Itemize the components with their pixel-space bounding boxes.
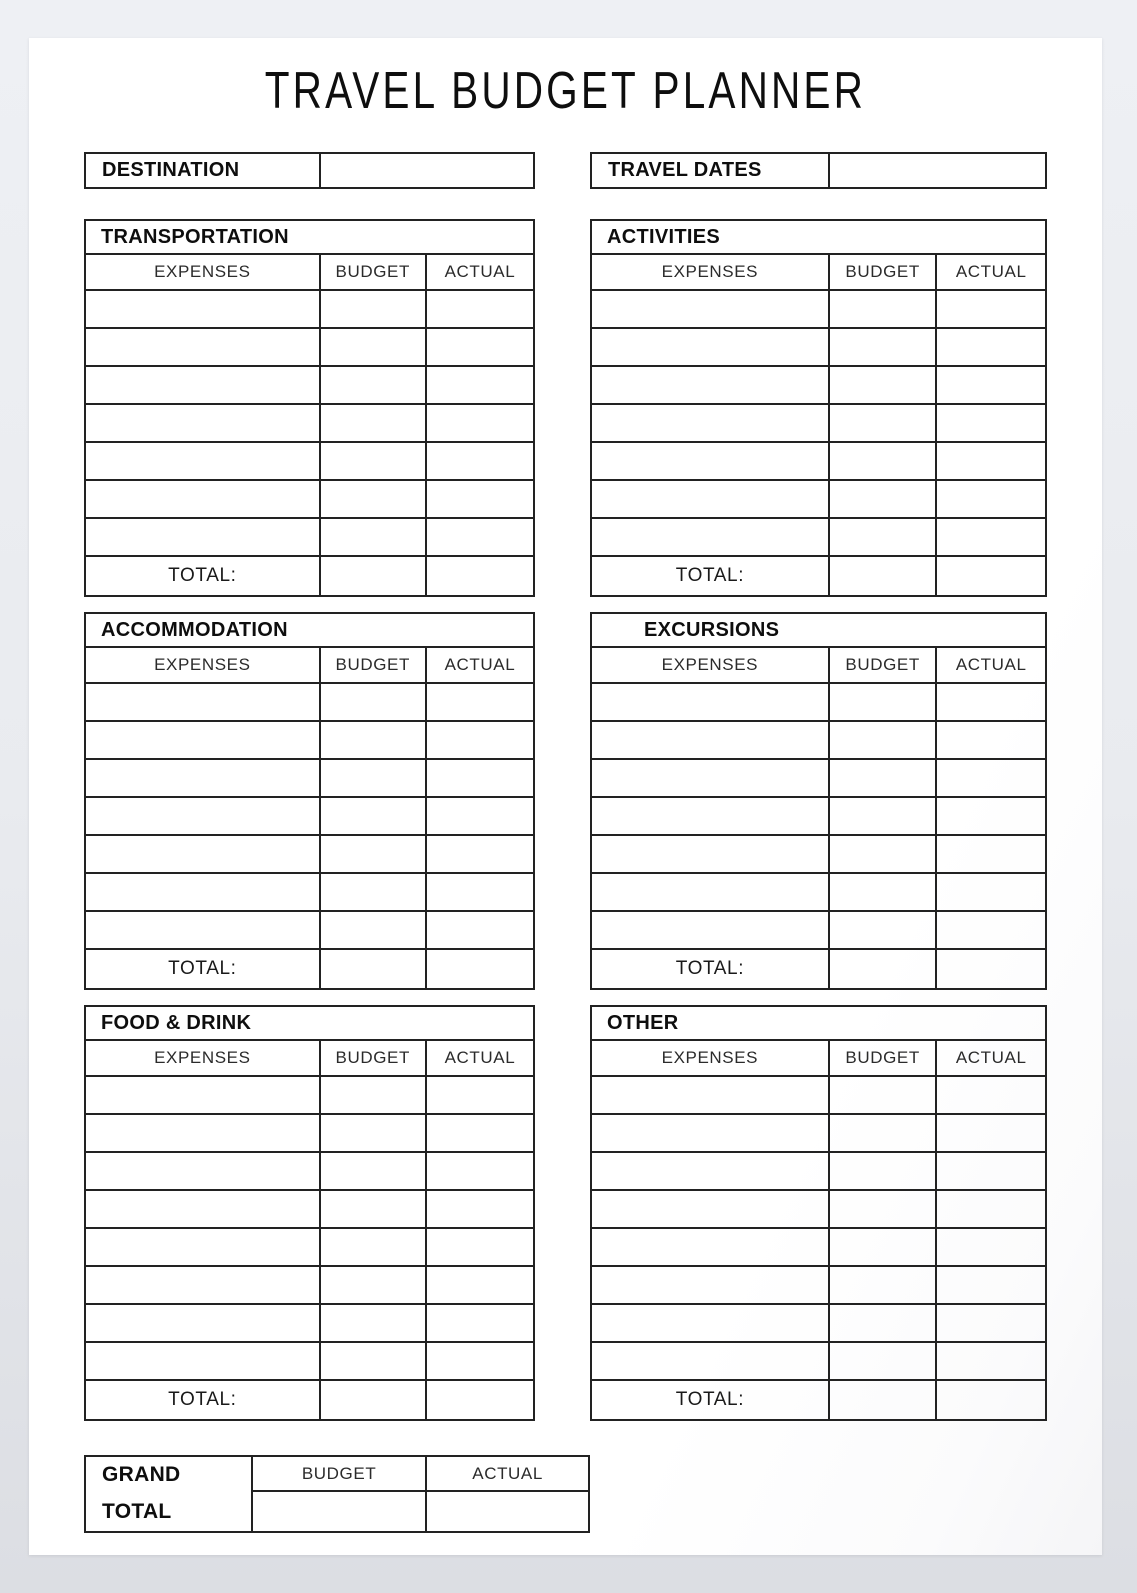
expense-row (86, 329, 533, 367)
expense-row (592, 405, 1045, 443)
column-header-actual: ACTUAL (444, 1048, 516, 1067)
budget-value-cell[interactable] (321, 405, 427, 441)
expense-name-cell[interactable] (86, 519, 321, 555)
actual-value-cell[interactable] (427, 519, 533, 555)
travel-dates-value-cell[interactable] (830, 154, 1045, 187)
expense-name-cell[interactable] (86, 798, 321, 834)
expense-name-cell[interactable] (592, 519, 830, 555)
total-budget-cell[interactable] (321, 557, 427, 595)
expense-row (86, 443, 533, 481)
expense-name-cell[interactable] (592, 1115, 830, 1151)
expense-row (592, 1229, 1045, 1267)
expense-row (592, 367, 1045, 405)
expense-row (592, 798, 1045, 836)
expense-name-cell[interactable] (86, 1267, 321, 1303)
actual-value-cell[interactable] (937, 1191, 1045, 1227)
actual-value-cell[interactable] (427, 1115, 533, 1151)
total-budget-cell[interactable] (830, 557, 938, 595)
expense-name-cell[interactable] (86, 1191, 321, 1227)
expense-name-cell[interactable] (86, 836, 321, 872)
actual-value-cell[interactable] (937, 367, 1045, 403)
budget-value-cell[interactable] (321, 684, 427, 720)
total-label: TOTAL: (592, 557, 830, 595)
total-row (592, 1381, 1045, 1419)
total-row (592, 557, 1045, 595)
actual-value-cell[interactable] (937, 722, 1045, 758)
expense-name-cell[interactable] (592, 798, 830, 834)
destination-value-cell[interactable] (321, 154, 533, 187)
expense-row (592, 684, 1045, 722)
column-header-budget: BUDGET (830, 648, 938, 682)
column-header-actual: ACTUAL (955, 655, 1027, 674)
expense-row (86, 760, 533, 798)
expense-name-cell[interactable] (86, 291, 321, 327)
actual-value-cell[interactable] (937, 836, 1045, 872)
actual-value-cell[interactable] (427, 443, 533, 479)
grand-total-values (253, 1457, 588, 1531)
actual-value-cell[interactable] (937, 1267, 1045, 1303)
column-header-row (86, 255, 533, 291)
expense-row (86, 367, 533, 405)
expense-name-cell[interactable] (592, 1153, 830, 1189)
section-title-accommodation: ACCOMMODATION (86, 614, 533, 648)
budget-value-cell[interactable] (321, 722, 427, 758)
budget-value-cell[interactable] (830, 329, 938, 365)
actual-value-cell[interactable] (427, 329, 533, 365)
expense-row (86, 1305, 533, 1343)
actual-value-cell[interactable] (427, 798, 533, 834)
column-header-actual: ACTUAL (955, 262, 1027, 281)
expense-name-cell[interactable] (592, 760, 830, 796)
actual-value-cell[interactable] (937, 684, 1045, 720)
column-header-budget: BUDGET (321, 648, 427, 682)
actual-value-cell[interactable] (937, 291, 1045, 327)
budget-value-cell[interactable] (321, 1305, 427, 1341)
actual-value-cell[interactable] (937, 1305, 1045, 1341)
expense-row (592, 519, 1045, 557)
budget-value-cell[interactable] (321, 1267, 427, 1303)
budget-value-cell[interactable] (321, 1153, 427, 1189)
expense-name-cell[interactable] (592, 1305, 830, 1341)
total-actual-cell[interactable] (427, 557, 533, 595)
expense-name-cell[interactable] (86, 443, 321, 479)
total-row (592, 950, 1045, 988)
title-wrap (29, 38, 1102, 118)
expense-row (86, 1343, 533, 1381)
actual-value-cell[interactable] (427, 1153, 533, 1189)
expense-row (86, 912, 533, 950)
grand-actual-header: ACTUAL (472, 1463, 543, 1483)
column-header-budget: BUDGET (830, 255, 938, 289)
column-header-row (86, 1041, 533, 1077)
total-budget-cell[interactable] (321, 1381, 427, 1419)
actual-value-cell[interactable] (937, 1229, 1045, 1265)
expense-name-cell[interactable] (592, 836, 830, 872)
actual-value-cell[interactable] (427, 1343, 533, 1379)
expense-row (86, 874, 533, 912)
budget-value-cell[interactable] (321, 519, 427, 555)
expense-row (592, 912, 1045, 950)
expense-name-cell[interactable] (86, 1077, 321, 1113)
expense-name-cell[interactable] (592, 874, 830, 910)
budget-value-cell[interactable] (830, 684, 938, 720)
section-title-excursions: EXCURSIONS (592, 614, 1045, 648)
column-header-budget: BUDGET (830, 1041, 938, 1075)
grand-total-label (86, 1457, 253, 1531)
total-label: TOTAL: (86, 950, 321, 988)
budget-value-cell[interactable] (830, 481, 938, 517)
grand-actual-value-cell[interactable] (427, 1492, 588, 1531)
expense-row (86, 405, 533, 443)
budget-value-cell[interactable] (830, 519, 938, 555)
actual-value-cell[interactable] (427, 1191, 533, 1227)
grand-budget-header: BUDGET (253, 1457, 427, 1490)
actual-value-cell[interactable] (937, 874, 1045, 910)
column-header-expenses: EXPENSES (592, 1041, 830, 1075)
budget-value-cell[interactable] (830, 1153, 938, 1189)
budget-value-cell[interactable] (830, 1229, 938, 1265)
section-other (590, 1005, 1047, 1421)
budget-value-cell[interactable] (830, 367, 938, 403)
expense-name-cell[interactable] (592, 405, 830, 441)
travel-dates-field (590, 152, 1047, 189)
expense-row (86, 1077, 533, 1115)
total-budget-cell[interactable] (321, 950, 427, 988)
expense-name-cell[interactable] (86, 722, 321, 758)
grand-total-label-line2: TOTAL (102, 1499, 172, 1523)
actual-value-cell[interactable] (427, 1305, 533, 1341)
total-label: TOTAL: (86, 557, 321, 595)
budget-value-cell[interactable] (321, 481, 427, 517)
budget-value-cell[interactable] (830, 798, 938, 834)
column-header-expenses: EXPENSES (86, 648, 321, 682)
total-actual-cell[interactable] (937, 557, 1045, 595)
expense-name-cell[interactable] (86, 912, 321, 948)
column-header-actual: ACTUAL (444, 655, 516, 674)
section-accommodation (84, 612, 535, 990)
expense-name-cell[interactable] (86, 1343, 321, 1379)
total-row (86, 950, 533, 988)
expense-name-cell[interactable] (592, 367, 830, 403)
column-header-actual: ACTUAL (444, 262, 516, 281)
expense-name-cell[interactable] (86, 329, 321, 365)
total-actual-cell[interactable] (937, 950, 1045, 988)
budget-value-cell[interactable] (830, 1305, 938, 1341)
budget-value-cell[interactable] (321, 760, 427, 796)
expense-row (86, 291, 533, 329)
section-title-transportation: TRANSPORTATION (86, 221, 533, 255)
budget-value-cell[interactable] (830, 1077, 938, 1113)
column-header-expenses: EXPENSES (86, 255, 321, 289)
budget-value-cell[interactable] (830, 405, 938, 441)
expense-name-cell[interactable] (86, 1229, 321, 1265)
expense-name-cell[interactable] (86, 405, 321, 441)
actual-value-cell[interactable] (427, 481, 533, 517)
total-actual-cell[interactable] (427, 1381, 533, 1419)
budget-value-cell[interactable] (830, 874, 938, 910)
budget-value-cell[interactable] (830, 1267, 938, 1303)
expense-name-cell[interactable] (592, 329, 830, 365)
grand-total-value-row (253, 1492, 588, 1531)
budget-value-cell[interactable] (321, 291, 427, 327)
expense-row (592, 1115, 1045, 1153)
budget-value-cell[interactable] (830, 1343, 938, 1379)
travel-dates-label: TRAVEL DATES (592, 154, 830, 187)
actual-value-cell[interactable] (937, 1077, 1045, 1113)
expense-name-cell[interactable] (592, 912, 830, 948)
budget-value-cell[interactable] (321, 1229, 427, 1265)
expense-row (86, 481, 533, 519)
expense-row (592, 874, 1045, 912)
expense-row (592, 481, 1045, 519)
total-label: TOTAL: (86, 1381, 321, 1419)
right-column (590, 152, 1047, 1421)
budget-value-cell[interactable] (321, 798, 427, 834)
column-header-row (592, 255, 1045, 291)
total-label: TOTAL: (592, 1381, 830, 1419)
grand-budget-value-cell[interactable] (253, 1492, 427, 1531)
actual-value-cell[interactable] (427, 836, 533, 872)
actual-value-cell[interactable] (937, 912, 1045, 948)
actual-value-cell[interactable] (427, 874, 533, 910)
actual-value-cell[interactable] (427, 912, 533, 948)
actual-value-cell[interactable] (937, 329, 1045, 365)
destination-label: DESTINATION (86, 154, 321, 187)
column-header-actual: ACTUAL (955, 1048, 1027, 1067)
expense-row (592, 1343, 1045, 1381)
section-excursions (590, 612, 1047, 990)
actual-value-cell[interactable] (427, 760, 533, 796)
expense-row (86, 1191, 533, 1229)
column-header-expenses: EXPENSES (592, 648, 830, 682)
expense-name-cell[interactable] (592, 443, 830, 479)
grand-total-table (84, 1455, 590, 1533)
total-actual-cell[interactable] (427, 950, 533, 988)
actual-value-cell[interactable] (427, 1267, 533, 1303)
expense-row (86, 684, 533, 722)
budget-value-cell[interactable] (830, 443, 938, 479)
budget-value-cell[interactable] (830, 1115, 938, 1151)
actual-value-cell[interactable] (937, 443, 1045, 479)
actual-value-cell[interactable] (937, 1343, 1045, 1379)
column-header-budget: BUDGET (321, 255, 427, 289)
expense-row (86, 1229, 533, 1267)
expense-row (592, 1153, 1045, 1191)
section-food-drink (84, 1005, 535, 1421)
expense-row (592, 1305, 1045, 1343)
budget-value-cell[interactable] (830, 760, 938, 796)
column-header-budget: BUDGET (321, 1041, 427, 1075)
expense-name-cell[interactable] (86, 874, 321, 910)
budget-value-cell[interactable] (830, 722, 938, 758)
expense-name-cell[interactable] (86, 481, 321, 517)
column-header-row (86, 648, 533, 684)
expense-row (86, 1267, 533, 1305)
expense-row (592, 1267, 1045, 1305)
budget-value-cell[interactable] (830, 291, 938, 327)
actual-value-cell[interactable] (937, 519, 1045, 555)
actual-value-cell[interactable] (427, 291, 533, 327)
section-activities (590, 219, 1047, 597)
budget-value-cell[interactable] (321, 1077, 427, 1113)
actual-value-cell[interactable] (937, 1153, 1045, 1189)
budget-value-cell[interactable] (830, 912, 938, 948)
actual-value-cell[interactable] (427, 1077, 533, 1113)
actual-value-cell[interactable] (427, 722, 533, 758)
expense-row (86, 1115, 533, 1153)
expense-name-cell[interactable] (86, 367, 321, 403)
destination-field (84, 152, 535, 189)
budget-value-cell[interactable] (321, 443, 427, 479)
section-title-activities: ACTIVITIES (592, 221, 1045, 255)
actual-value-cell[interactable] (427, 405, 533, 441)
section-transportation (84, 219, 535, 597)
expense-name-cell[interactable] (592, 1267, 830, 1303)
expense-name-cell[interactable] (592, 1077, 830, 1113)
expense-name-cell[interactable] (86, 1305, 321, 1341)
expense-row (86, 1153, 533, 1191)
total-label: TOTAL: (592, 950, 830, 988)
column-header-expenses: EXPENSES (592, 255, 830, 289)
column-header-expenses: EXPENSES (86, 1041, 321, 1075)
expense-name-cell[interactable] (592, 684, 830, 720)
expense-row (86, 798, 533, 836)
expense-row (592, 760, 1045, 798)
total-row (86, 557, 533, 595)
expense-row (86, 519, 533, 557)
budget-value-cell[interactable] (321, 912, 427, 948)
actual-value-cell[interactable] (427, 1229, 533, 1265)
expense-name-cell[interactable] (592, 481, 830, 517)
actual-value-cell[interactable] (427, 367, 533, 403)
actual-value-cell[interactable] (937, 760, 1045, 796)
expense-row (592, 329, 1045, 367)
budget-value-cell[interactable] (321, 1115, 427, 1151)
total-actual-cell[interactable] (937, 1381, 1045, 1419)
expense-row (592, 836, 1045, 874)
left-column (84, 152, 543, 1533)
budget-value-cell[interactable] (321, 329, 427, 365)
budget-value-cell[interactable] (830, 1191, 938, 1227)
expense-row (592, 1191, 1045, 1229)
budget-value-cell[interactable] (321, 1191, 427, 1227)
content-columns (84, 152, 1102, 1533)
actual-value-cell[interactable] (937, 798, 1045, 834)
expense-name-cell[interactable] (592, 722, 830, 758)
actual-value-cell[interactable] (937, 1115, 1045, 1151)
actual-value-cell[interactable] (937, 481, 1045, 517)
expense-name-cell[interactable] (86, 1153, 321, 1189)
expense-row (592, 291, 1045, 329)
section-title-other: OTHER (592, 1007, 1045, 1041)
total-budget-cell[interactable] (830, 1381, 938, 1419)
expense-name-cell[interactable] (86, 684, 321, 720)
expense-name-cell[interactable] (592, 1191, 830, 1227)
expense-name-cell[interactable] (592, 1343, 830, 1379)
expense-row (592, 722, 1045, 760)
column-header-row (592, 648, 1045, 684)
budget-value-cell[interactable] (321, 836, 427, 872)
expense-row (592, 1077, 1045, 1115)
grand-total-header-row (253, 1457, 588, 1492)
budget-value-cell[interactable] (321, 367, 427, 403)
budget-value-cell[interactable] (830, 836, 938, 872)
total-budget-cell[interactable] (830, 950, 938, 988)
expense-name-cell[interactable] (86, 1115, 321, 1151)
expense-name-cell[interactable] (86, 760, 321, 796)
planner-page (29, 38, 1102, 1555)
total-row (86, 1381, 533, 1419)
actual-value-cell[interactable] (427, 684, 533, 720)
column-header-row (592, 1041, 1045, 1077)
expense-name-cell[interactable] (592, 1229, 830, 1265)
expense-row (592, 443, 1045, 481)
expense-row (86, 836, 533, 874)
expense-name-cell[interactable] (592, 291, 830, 327)
budget-value-cell[interactable] (321, 1343, 427, 1379)
actual-value-cell[interactable] (937, 405, 1045, 441)
budget-value-cell[interactable] (321, 874, 427, 910)
section-title-food-drink: FOOD & DRINK (86, 1007, 533, 1041)
page-title: TRAVEL BUDGET PLANNER (264, 62, 867, 120)
grand-total-label-line1: GRAND (102, 1462, 181, 1486)
expense-row (86, 722, 533, 760)
